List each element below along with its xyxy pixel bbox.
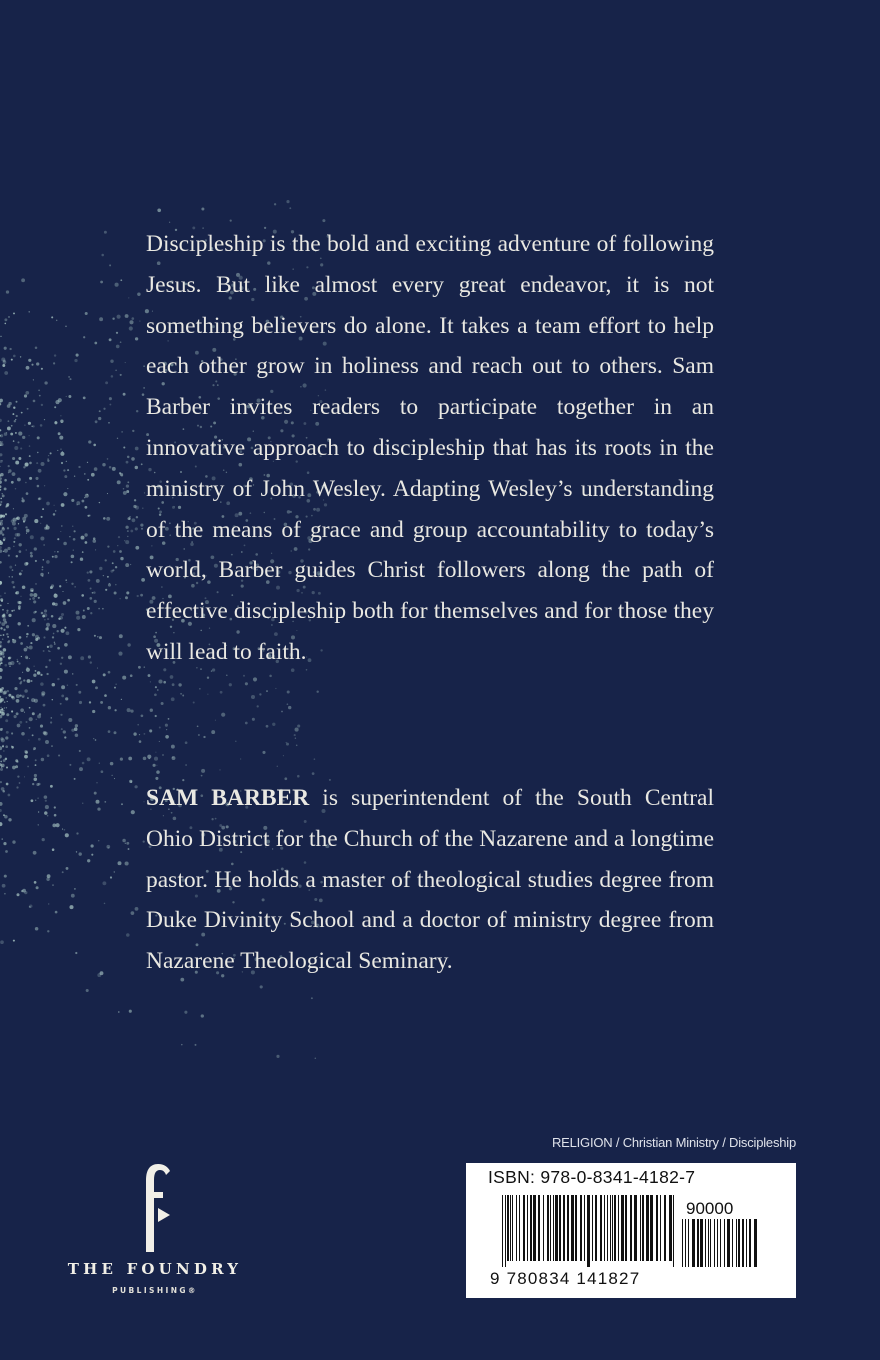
barcode-bar — [595, 1195, 597, 1261]
barcode-bar — [555, 1195, 558, 1261]
barcode-addon-bar — [697, 1219, 699, 1267]
barcode-bar — [502, 1195, 503, 1267]
barcode-bar — [604, 1195, 605, 1261]
barcode-bar — [580, 1195, 582, 1261]
barcode-bar — [592, 1195, 593, 1261]
barcode-addon-bar — [708, 1219, 709, 1267]
barcode-addon-bar — [682, 1219, 683, 1267]
barcode-addon-bar — [685, 1219, 686, 1267]
isbn-barcode — [466, 1163, 796, 1298]
barcode-bar — [660, 1195, 661, 1261]
publisher-subtitle: PUBLISHING® — [112, 1286, 198, 1295]
barcode-bar — [607, 1195, 608, 1261]
barcode-bar — [646, 1195, 649, 1261]
price-code: 90000 — [686, 1199, 734, 1218]
barcode-addon-bar — [692, 1219, 695, 1267]
barcode-bar — [614, 1195, 616, 1261]
barcode-bar — [600, 1195, 602, 1261]
barcode-bar — [527, 1195, 528, 1261]
barcode-bar — [575, 1195, 577, 1261]
foundry-f-logo-icon — [136, 1158, 176, 1258]
barcode-addon-bar — [700, 1219, 703, 1267]
barcode-bar — [587, 1195, 590, 1267]
author-bio — [146, 778, 714, 982]
isbn-label: ISBN: 978-0-8341-4182-7 — [488, 1167, 696, 1187]
barcode-addon-bar — [724, 1219, 725, 1267]
barcode-bar — [634, 1195, 637, 1261]
barcode-bar — [656, 1195, 658, 1261]
publisher-name: THE FOUNDRY — [67, 1260, 243, 1278]
barcode-addon-bar — [720, 1219, 721, 1267]
barcode-bar — [553, 1195, 554, 1261]
barcode-addon-bar — [742, 1219, 744, 1267]
barcode-bar — [625, 1195, 627, 1261]
barcode-bar — [630, 1195, 632, 1261]
barcode-bar — [640, 1195, 641, 1261]
author-name: SAM BARBER — [146, 785, 310, 811]
barcode-addon-bar — [688, 1219, 689, 1267]
barcode-bar — [505, 1195, 506, 1267]
barcode-addon-bar — [717, 1219, 718, 1267]
barcode-bar — [563, 1195, 565, 1261]
barcode-bar — [610, 1195, 611, 1261]
barcode-addon-bar — [727, 1219, 730, 1267]
barcode-bar — [650, 1195, 653, 1261]
barcode-bar — [538, 1195, 540, 1261]
barcode-bar — [519, 1195, 520, 1261]
barcode-bar — [530, 1195, 532, 1261]
ean-digits: 9 780834 141827 — [490, 1269, 641, 1288]
barcode-bar — [510, 1195, 511, 1261]
barcode-bar — [523, 1195, 525, 1261]
barcode-addon-bar — [732, 1219, 733, 1267]
barcode-bar — [567, 1195, 569, 1261]
barcode-bar — [584, 1195, 585, 1261]
book-description: Discipleship is the bold and exciting adventure of following Jesus. But like almost every great endeavor, it is not something believers do alone. It takes a team effort to help each other grow in holiness and reach out to others. Sam Barber invites readers to participate together in an innovative approach to discipleship that has its roots in the ministry of John Wesley. Adapting Wesley’s understanding of the means of grace and group accountability to today’s world, Barber guides Christ followers along the path of effective discipleship both for themselves and for those they will lead to faith. — [146, 231, 714, 665]
barcode-bar — [571, 1195, 574, 1261]
barcode-addon-bar — [736, 1219, 737, 1267]
barcode-bar — [559, 1195, 561, 1261]
barcode-bar — [547, 1195, 549, 1261]
barcode-addon-bar — [705, 1219, 706, 1267]
barcode-addon-bar — [738, 1219, 740, 1267]
barcode-bar — [664, 1195, 666, 1261]
barcode-bar — [612, 1195, 613, 1261]
barcode-bar — [512, 1195, 513, 1261]
barcode-bar — [669, 1195, 672, 1261]
bisac-category: RELIGION / Christian Ministry / Discipleship — [551, 1135, 796, 1150]
barcode-bar — [507, 1195, 509, 1261]
barcode-bar — [543, 1195, 544, 1261]
barcode-addon-bar — [714, 1219, 715, 1267]
barcode-addon-bar — [746, 1219, 747, 1267]
barcode-bar — [618, 1195, 619, 1261]
barcode-bar — [533, 1195, 536, 1261]
barcode-bar — [550, 1195, 551, 1261]
barcode-addon-bar — [710, 1219, 711, 1267]
barcode-bar — [621, 1195, 624, 1261]
barcode-bar — [516, 1195, 517, 1261]
barcode-addon-bar — [749, 1219, 751, 1267]
barcode-addon-bar — [754, 1219, 757, 1267]
barcode-bar — [642, 1195, 644, 1261]
author-bio-text: is superintendent of the South Central Ohio District for the Church of the Nazarene and a longtime pastor. He holds a master of theological studies degree from Duke Divinity School and a doctor of ministry degree from Nazarene Theological Seminary. — [146, 785, 714, 975]
publisher-logo — [60, 1150, 250, 1300]
barcode-bar — [673, 1195, 674, 1267]
